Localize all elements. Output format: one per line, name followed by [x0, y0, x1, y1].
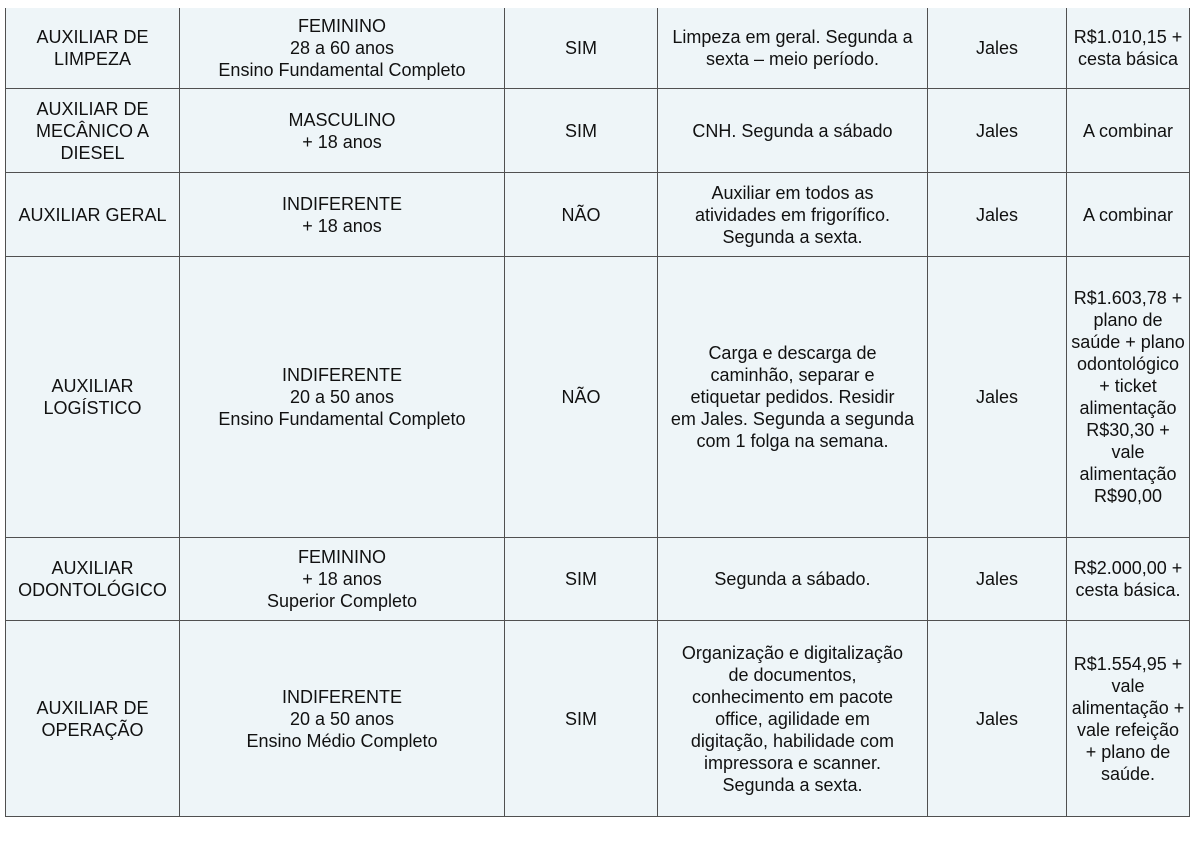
- cell-descricao: CNH. Segunda a sábado: [658, 89, 928, 173]
- cell-cidade: Jales: [928, 89, 1067, 173]
- cell-cargo: AUXILIAR DE MECÂNICO A DIESEL: [6, 89, 180, 173]
- cell-experiencia: SIM: [505, 89, 658, 173]
- table-row: [6, 538, 1190, 621]
- cell-requisitos: FEMININO + 18 anos Superior Completo: [180, 538, 505, 621]
- cell-experiencia: SIM: [505, 621, 658, 817]
- cell-requisitos: MASCULINO + 18 anos: [180, 89, 505, 173]
- cell-descricao: Organização e digitalização de documentos, conhecimento em pacote office, agilidade em digitação, habilidade com impressora e scanner. Segunda a sexta.: [658, 621, 928, 817]
- cell-descricao: Auxiliar em todos as atividades em frigorífico. Segunda a sexta.: [658, 173, 928, 257]
- cell-requisitos: FEMININO 28 a 60 anos Ensino Fundamental Completo: [180, 8, 505, 89]
- cell-cidade: Jales: [928, 8, 1067, 89]
- cell-requisitos: INDIFERENTE + 18 anos: [180, 173, 505, 257]
- cell-experiencia: SIM: [505, 538, 658, 621]
- cell-cargo: AUXILIAR ODONTOLÓGICO: [6, 538, 180, 621]
- cell-cidade: Jales: [928, 257, 1067, 538]
- cell-salario: A combinar: [1067, 173, 1190, 257]
- table-row: [6, 8, 1190, 89]
- cell-cidade: Jales: [928, 538, 1067, 621]
- table-row: [6, 173, 1190, 257]
- cell-salario: R$1.603,78 + plano de saúde + plano odontológico + ticket alimentação R$30,30 + vale alimentação R$90,00: [1067, 257, 1190, 538]
- table-row: [6, 89, 1190, 173]
- cell-salario: R$1.554,95 + vale alimentação + vale refeição + plano de saúde.: [1067, 621, 1190, 817]
- cell-cidade: Jales: [928, 621, 1067, 817]
- cell-cargo: AUXILIAR DE LIMPEZA: [6, 8, 180, 89]
- cell-salario: R$1.010,15 + cesta básica: [1067, 8, 1190, 89]
- cell-salario: R$2.000,00 + cesta básica.: [1067, 538, 1190, 621]
- table-row: [6, 621, 1190, 817]
- cell-cargo: AUXILIAR LOGÍSTICO: [6, 257, 180, 538]
- cell-cidade: Jales: [928, 173, 1067, 257]
- cell-requisitos: INDIFERENTE 20 a 50 anos Ensino Fundamental Completo: [180, 257, 505, 538]
- cell-descricao: Segunda a sábado.: [658, 538, 928, 621]
- cell-experiencia: NÃO: [505, 257, 658, 538]
- cell-cargo: AUXILIAR GERAL: [6, 173, 180, 257]
- cell-cargo: AUXILIAR DE OPERAÇÃO: [6, 621, 180, 817]
- cell-requisitos: INDIFERENTE 20 a 50 anos Ensino Médio Completo: [180, 621, 505, 817]
- cell-experiencia: NÃO: [505, 173, 658, 257]
- job-vacancies-table: [5, 8, 1190, 817]
- table-row: [6, 257, 1190, 538]
- cell-experiencia: SIM: [505, 8, 658, 89]
- cell-descricao: Limpeza em geral. Segunda a sexta – meio período.: [658, 8, 928, 89]
- cell-salario: A combinar: [1067, 89, 1190, 173]
- cell-descricao: Carga e descarga de caminhão, separar e etiquetar pedidos. Residir em Jales. Segunda a segunda com 1 folga na semana.: [658, 257, 928, 538]
